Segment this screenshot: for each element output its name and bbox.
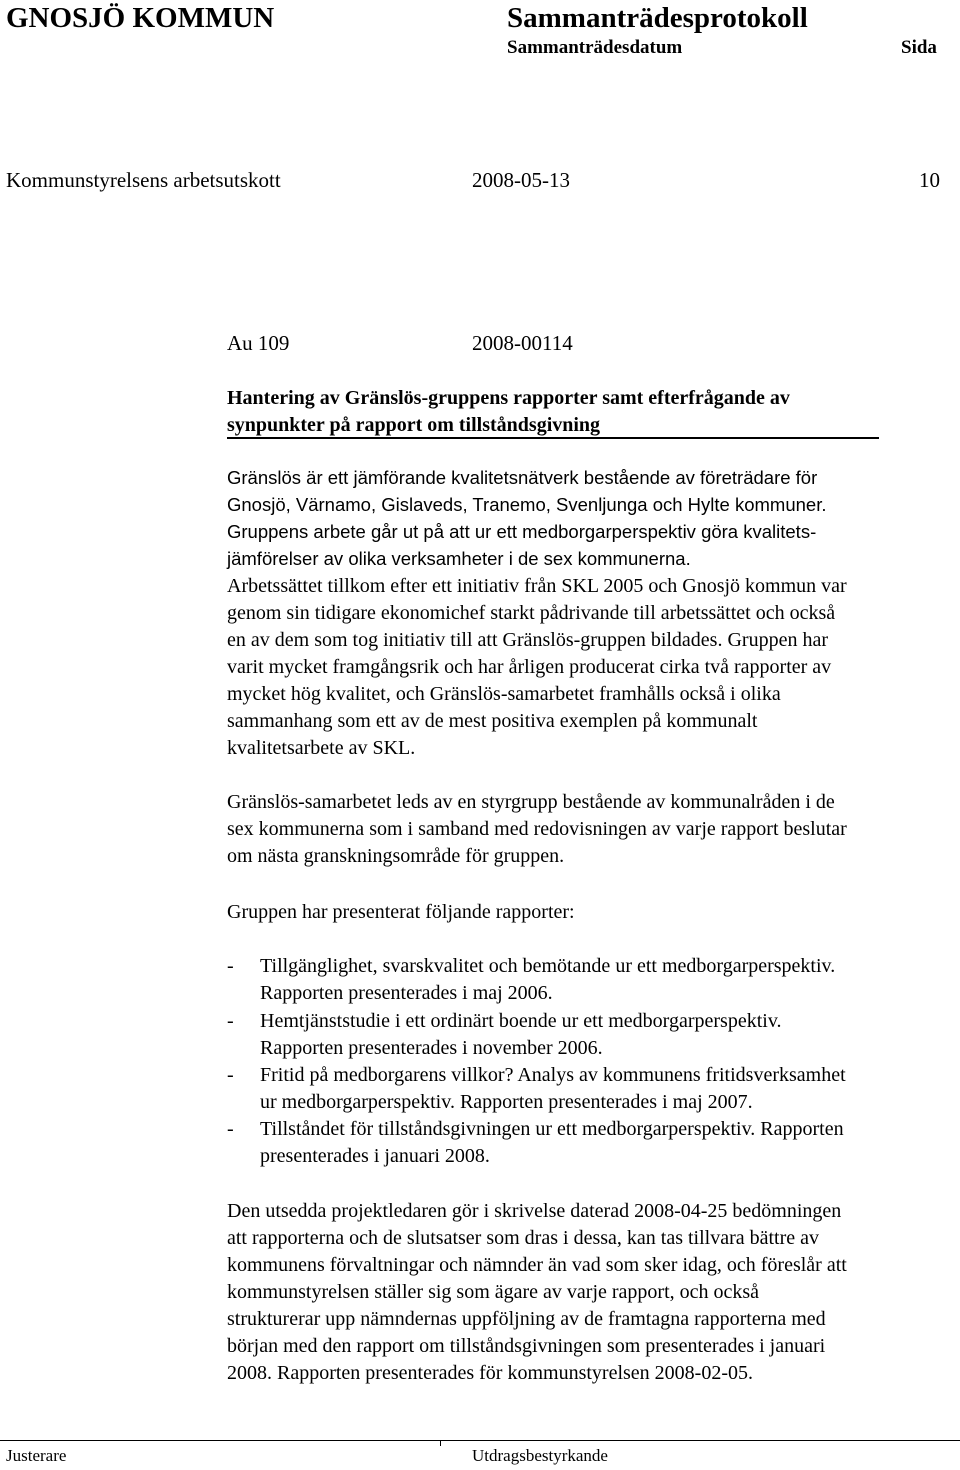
footer-rule bbox=[0, 1440, 960, 1441]
meeting-date-label: Sammanträdesdatum bbox=[507, 37, 683, 58]
paragraph-line: en av dem som tog initiativ till att Gränslös-gruppen bildades. Gruppen har bbox=[227, 629, 828, 651]
list-dash: - bbox=[227, 1064, 234, 1086]
report-line: presenterades i januari 2008. bbox=[260, 1145, 490, 1167]
report-line: Fritid på medborgarens villkor? Analys av kommunens fritidsverksamhet bbox=[260, 1064, 846, 1086]
intro-line: jämförelser av olika verksamheter i de sex kommunerna. bbox=[227, 548, 691, 569]
report-text bbox=[260, 1008, 782, 1062]
item-heading bbox=[227, 385, 927, 439]
report-text bbox=[260, 953, 835, 1007]
report-text bbox=[260, 1116, 844, 1170]
paragraph-line: 2008. Rapporten presenterades för kommunstyrelsen 2008-02-05. bbox=[227, 1362, 753, 1384]
heading-line-1: Hantering av Gränslös-gruppens rapporter samt efterfrågande av bbox=[227, 387, 790, 409]
list-dash: - bbox=[227, 1118, 234, 1140]
reports-intro: Gruppen har presenterat följande rapporter: bbox=[227, 901, 575, 923]
list-dash: - bbox=[227, 955, 234, 977]
intro-line: Gruppens arbete går ut på att ur ett medborgarperspektiv göra kvalitets- bbox=[227, 521, 817, 542]
diary-number: 2008-00114 bbox=[472, 331, 573, 355]
paragraph-line: genom sin tidigare ekonomichef starkt pådrivande till arbetssättet och också bbox=[227, 602, 836, 624]
paragraph-line: sex kommunerna som i samband med redovisningen av varje rapport beslutar bbox=[227, 818, 847, 840]
document-type: Sammanträdesprotokoll bbox=[507, 2, 808, 34]
report-text bbox=[260, 1062, 846, 1116]
report-line: ur medborgarperspektiv. Rapporten presenterades i maj 2007. bbox=[260, 1091, 753, 1113]
paragraph-background bbox=[227, 573, 952, 762]
footer-divider bbox=[440, 1440, 441, 1446]
paragraph-line: om nästa granskningsområde för gruppen. bbox=[227, 845, 565, 867]
paragraph-steering-group bbox=[227, 789, 952, 870]
committee-name: Kommunstyrelsens arbetsutskott bbox=[6, 168, 281, 192]
page-label: Sida bbox=[901, 37, 937, 58]
paragraph-line: strukturerar upp nämndernas uppföljning av de framtagna rapporterna med bbox=[227, 1308, 826, 1330]
paragraph-line: sammanhang som ett av de mest positiva exemplen på kommunalt bbox=[227, 710, 758, 732]
paragraph-line: kommunens förvaltningar och nämnder än vad som sker idag, och föreslår att bbox=[227, 1254, 847, 1276]
paragraph-line: mycket hög kvalitet, och Gränslös-samarbetet framhålls också i olika bbox=[227, 683, 781, 705]
footer-utdragsbestyrkande: Utdragsbestyrkande bbox=[472, 1446, 608, 1465]
report-line: Tillgänglighet, svarskvalitet och bemötande ur ett medborgarperspektiv. bbox=[260, 955, 836, 977]
paragraph-line: varit mycket framgångsrik och har årligen producerat cirka två rapporter av bbox=[227, 656, 832, 678]
intro-paragraph bbox=[227, 464, 952, 572]
report-line: Rapporten presenterades i november 2006. bbox=[260, 1037, 603, 1059]
paragraph-line: att rapporterna och de slutsatser som dras i dessa, kan tas tillvara bättre av bbox=[227, 1227, 820, 1249]
paragraph-line: början med den rapport om tillståndsgivningen som presenterades i januari bbox=[227, 1335, 826, 1357]
paragraph-line: Arbetssättet tillkom efter ett initiativ från SKL 2005 och Gnosjö kommun var bbox=[227, 575, 847, 597]
paragraph-assessment bbox=[227, 1198, 952, 1387]
page-number: 10 bbox=[919, 168, 940, 192]
report-line: Rapporten presenterades i maj 2006. bbox=[260, 982, 553, 1004]
org-name: GNOSJÖ KOMMUN bbox=[6, 2, 275, 34]
report-line: Tillståndet för tillståndsgivningen ur ett medborgarperspektiv. Rapporten bbox=[260, 1118, 844, 1140]
paragraph-line: kvalitetsarbete av SKL. bbox=[227, 737, 416, 759]
paragraph-number: Au 109 bbox=[227, 331, 290, 355]
intro-line: Gränslös är ett jämförande kvalitetsnätverk bestående av företrädare för bbox=[227, 467, 818, 488]
meeting-date: 2008-05-13 bbox=[472, 168, 570, 192]
heading-line-2: synpunkter på rapport om tillståndsgivning bbox=[227, 414, 879, 439]
paragraph-line: Den utsedda projektledaren gör i skrivelse daterad 2008-04-25 bedömningen bbox=[227, 1200, 842, 1222]
paragraph-line: kommunstyrelsen ställer sig som ägare av varje rapport, och också bbox=[227, 1281, 760, 1303]
report-line: Hemtjänststudie i ett ordinärt boende ur ett medborgarperspektiv. bbox=[260, 1010, 782, 1032]
intro-line: Gnosjö, Värnamo, Gislaveds, Tranemo, Svenljunga och Hylte kommuner. bbox=[227, 494, 827, 515]
footer-justerare: Justerare bbox=[6, 1446, 67, 1465]
paragraph-line: Gränslös-samarbetet leds av en styrgrupp bestående av kommunalråden i de bbox=[227, 791, 835, 813]
list-dash: - bbox=[227, 1010, 234, 1032]
